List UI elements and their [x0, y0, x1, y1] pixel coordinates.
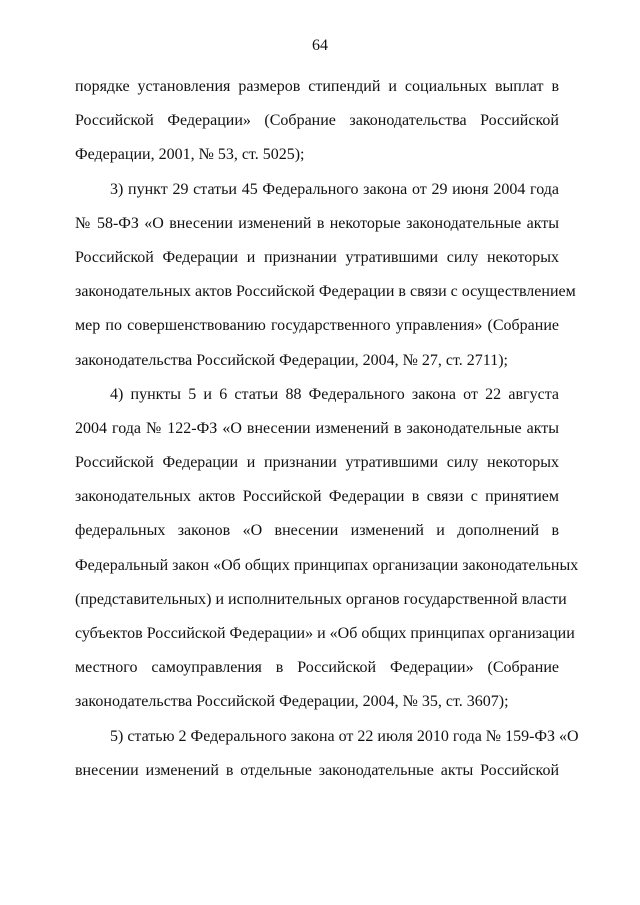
- text-line: субъектов Российской Федерации» и «Об общих принципах организации: [75, 625, 575, 642]
- text-line: Российской Федерации» (Собрание законодательства Российской: [75, 112, 559, 130]
- document-body: [75, 70, 579, 788]
- text-line: Российской Федерации и признании утратившими силу некоторых: [75, 248, 559, 266]
- text-line: внесении изменений в отдельные законодательные акты Российской: [75, 761, 559, 779]
- text-line: местного самоуправления в Российской Федерации» (Собрание: [75, 659, 559, 677]
- text-line: 2004 года № 122-ФЗ «О внесении изменений в законодательные акты: [75, 419, 559, 437]
- page-number: 64: [312, 37, 328, 54]
- text-line: 5) статью 2 Федерального закона от 22 июля 2010 года № 159-ФЗ «О: [110, 727, 579, 745]
- text-line: 3) пункт 29 статьи 45 Федерального закона от 29 июня 2004 года: [110, 180, 559, 198]
- paragraph-item-5: [75, 720, 579, 788]
- text-line: законодательных актов Российской Федерации в связи с принятием: [75, 488, 559, 506]
- paragraph-item-3: [75, 173, 576, 378]
- text-line: федеральных законов «О внесении изменений и дополнений в: [75, 522, 559, 540]
- text-line: законодательных актов Российской Федерации в связи с осуществлением: [75, 283, 576, 301]
- text-line: порядке установления размеров стипендий и социальных выплат в: [75, 78, 559, 95]
- text-line: Федеральный закон «Об общих принципах организации законодательных: [75, 556, 579, 574]
- text-line: 4) пункты 5 и 6 статьи 88 Федерального закона от 22 августа: [110, 385, 559, 403]
- text-line: Российской Федерации и признании утратившими силу некоторых: [75, 454, 559, 472]
- paragraph-continuation: [75, 70, 559, 173]
- text-line: мер по совершенствованию государственного управления» (Собрание: [75, 317, 559, 335]
- text-line: законодательства Российской Федерации, 2004, № 35, ст. 3607);: [75, 693, 509, 711]
- text-line: Федерации, 2001, № 53, ст. 5025);: [75, 146, 305, 164]
- text-line: законодательства Российской Федерации, 2004, № 27, ст. 2711);: [75, 351, 508, 369]
- text-line: № 58-ФЗ «О внесении изменений в некоторые законодательные акты: [75, 214, 559, 232]
- text-line: (представительных) и исполнительных органов государственной власти: [75, 590, 567, 608]
- paragraph-item-4: [75, 378, 579, 720]
